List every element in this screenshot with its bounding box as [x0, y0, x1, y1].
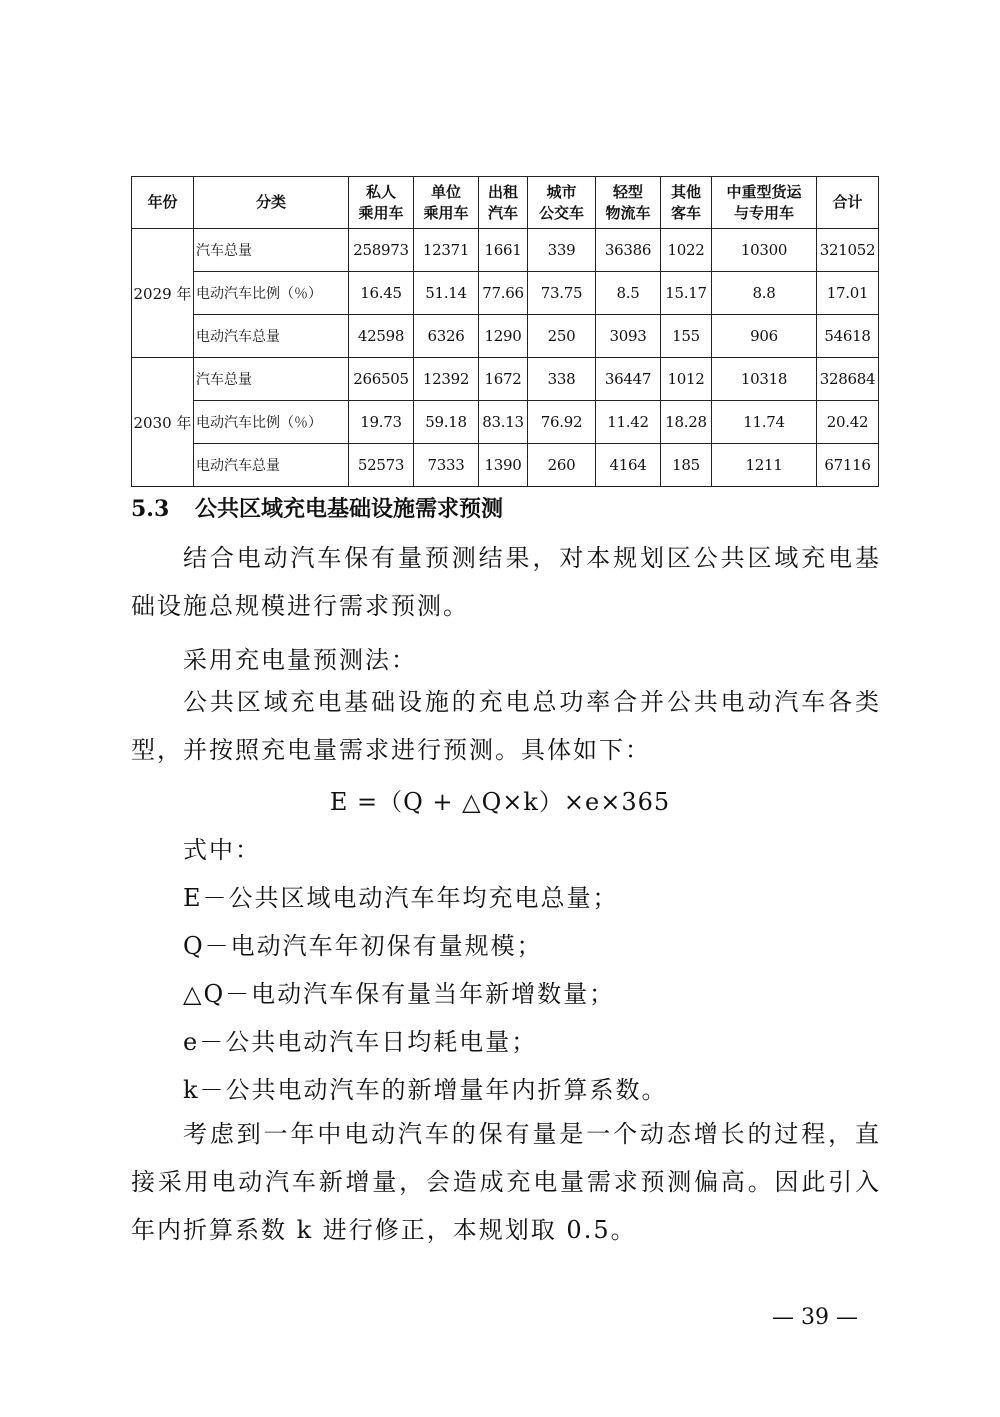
vehicle-forecast-table [131, 176, 879, 487]
value-cell: 12392 [414, 358, 479, 401]
value-cell: 54618 [817, 315, 879, 358]
value-cell: 250 [528, 315, 596, 358]
value-cell: 76.92 [528, 401, 596, 444]
table-header-row [132, 177, 879, 229]
value-cell: 11.74 [712, 401, 817, 444]
header-total: 合计 [817, 177, 879, 229]
value-cell: 51.14 [414, 272, 479, 315]
value-cell: 36447 [596, 358, 661, 401]
category-cell: 电动汽车比例（％） [194, 272, 349, 315]
value-cell: 1390 [479, 444, 528, 487]
value-cell: 338 [528, 358, 596, 401]
value-cell: 1661 [479, 229, 528, 272]
table-row [132, 229, 879, 272]
value-cell: 185 [661, 444, 712, 487]
value-cell: 11.42 [596, 401, 661, 444]
value-cell: 1022 [661, 229, 712, 272]
definition-delta-q: △Q－电动汽车保有量当年新增数量； [183, 980, 616, 1008]
value-cell: 59.18 [414, 401, 479, 444]
header-other-bus: 其他 客车 [661, 177, 712, 229]
category-cell: 汽车总量 [194, 358, 349, 401]
category-cell: 电动汽车比例（％） [194, 401, 349, 444]
table-row [132, 444, 879, 487]
section-title: 公共区域充电基础设施需求预测 [195, 497, 504, 522]
header-light-logistics: 轻型 物流车 [596, 177, 661, 229]
header-private-car: 私人 乘用车 [349, 177, 414, 229]
value-cell: 15.17 [661, 272, 712, 315]
year-cell: 2030 年 [132, 358, 194, 487]
page-number: — 39 — [772, 1305, 858, 1330]
value-cell: 1211 [712, 444, 817, 487]
value-cell: 1290 [479, 315, 528, 358]
definition-e-small: e－公共电动汽车日均耗电量； [183, 1028, 538, 1056]
header-year: 年份 [132, 177, 194, 229]
value-cell: 260 [528, 444, 596, 487]
value-cell: 1012 [661, 358, 712, 401]
value-cell: 321052 [817, 229, 879, 272]
paragraph-intro: 结合电动汽车保有量预测结果，对本规划区公共区域充电基础设施总规模进行需求预测。 [131, 544, 881, 620]
value-cell: 906 [712, 315, 817, 358]
formula: E =（Q + △Q×k）×e×365 [329, 788, 671, 816]
table-row [132, 272, 879, 315]
category-cell: 电动汽车总量 [194, 444, 349, 487]
paragraph-correction: 考虑到一年中电动汽车的保有量是一个动态增长的过程，直接采用电动汽车新增量，会造成充电量需求预测偏高。因此引入年内折算系数 k 进行修正，本规划取 0.5。 [131, 1120, 881, 1244]
value-cell: 258973 [349, 229, 414, 272]
value-cell: 339 [528, 229, 596, 272]
header-taxi: 出租 汽车 [479, 177, 528, 229]
value-cell: 8.8 [712, 272, 817, 315]
value-cell: 6326 [414, 315, 479, 358]
definition-q: Q－电动汽车年初保有量规模； [183, 932, 543, 960]
value-cell: 73.75 [528, 272, 596, 315]
value-cell: 10300 [712, 229, 817, 272]
section-number: 5.3 [131, 496, 170, 522]
value-cell: 77.66 [479, 272, 528, 315]
paragraph-method: 采用充电量预测法： [183, 646, 417, 674]
value-cell: 8.5 [596, 272, 661, 315]
table-row [132, 358, 879, 401]
value-cell: 83.13 [479, 401, 528, 444]
value-cell: 1672 [479, 358, 528, 401]
table-row [132, 401, 879, 444]
value-cell: 20.42 [817, 401, 879, 444]
table-row [132, 315, 879, 358]
header-unit-car: 单位 乘用车 [414, 177, 479, 229]
value-cell: 4164 [596, 444, 661, 487]
value-cell: 16.45 [349, 272, 414, 315]
year-cell: 2029 年 [132, 229, 194, 358]
value-cell: 67116 [817, 444, 879, 487]
definition-e: E－公共区域电动汽车年均充电总量； [183, 884, 619, 912]
value-cell: 52573 [349, 444, 414, 487]
value-cell: 155 [661, 315, 712, 358]
value-cell: 17.01 [817, 272, 879, 315]
value-cell: 266505 [349, 358, 414, 401]
header-heavy-freight: 中重型货运 与专用车 [712, 177, 817, 229]
value-cell: 10318 [712, 358, 817, 401]
header-category: 分类 [194, 177, 349, 229]
value-cell: 328684 [817, 358, 879, 401]
value-cell: 18.28 [661, 401, 712, 444]
category-cell: 电动汽车总量 [194, 315, 349, 358]
value-cell: 42598 [349, 315, 414, 358]
definition-k: k－公共电动汽车的新增量年内折算系数。 [183, 1076, 668, 1104]
category-cell: 汽车总量 [194, 229, 349, 272]
header-bus: 城市 公交车 [528, 177, 596, 229]
where-label: 式中： [183, 836, 261, 864]
value-cell: 12371 [414, 229, 479, 272]
value-cell: 36386 [596, 229, 661, 272]
paragraph-method-detail: 公共区域充电基础设施的充电总功率合并公共电动汽车各类型，并按照充电量需求进行预测。具体如下： [131, 688, 881, 764]
value-cell: 7333 [414, 444, 479, 487]
value-cell: 19.73 [349, 401, 414, 444]
section-heading [131, 492, 503, 523]
value-cell: 3093 [596, 315, 661, 358]
